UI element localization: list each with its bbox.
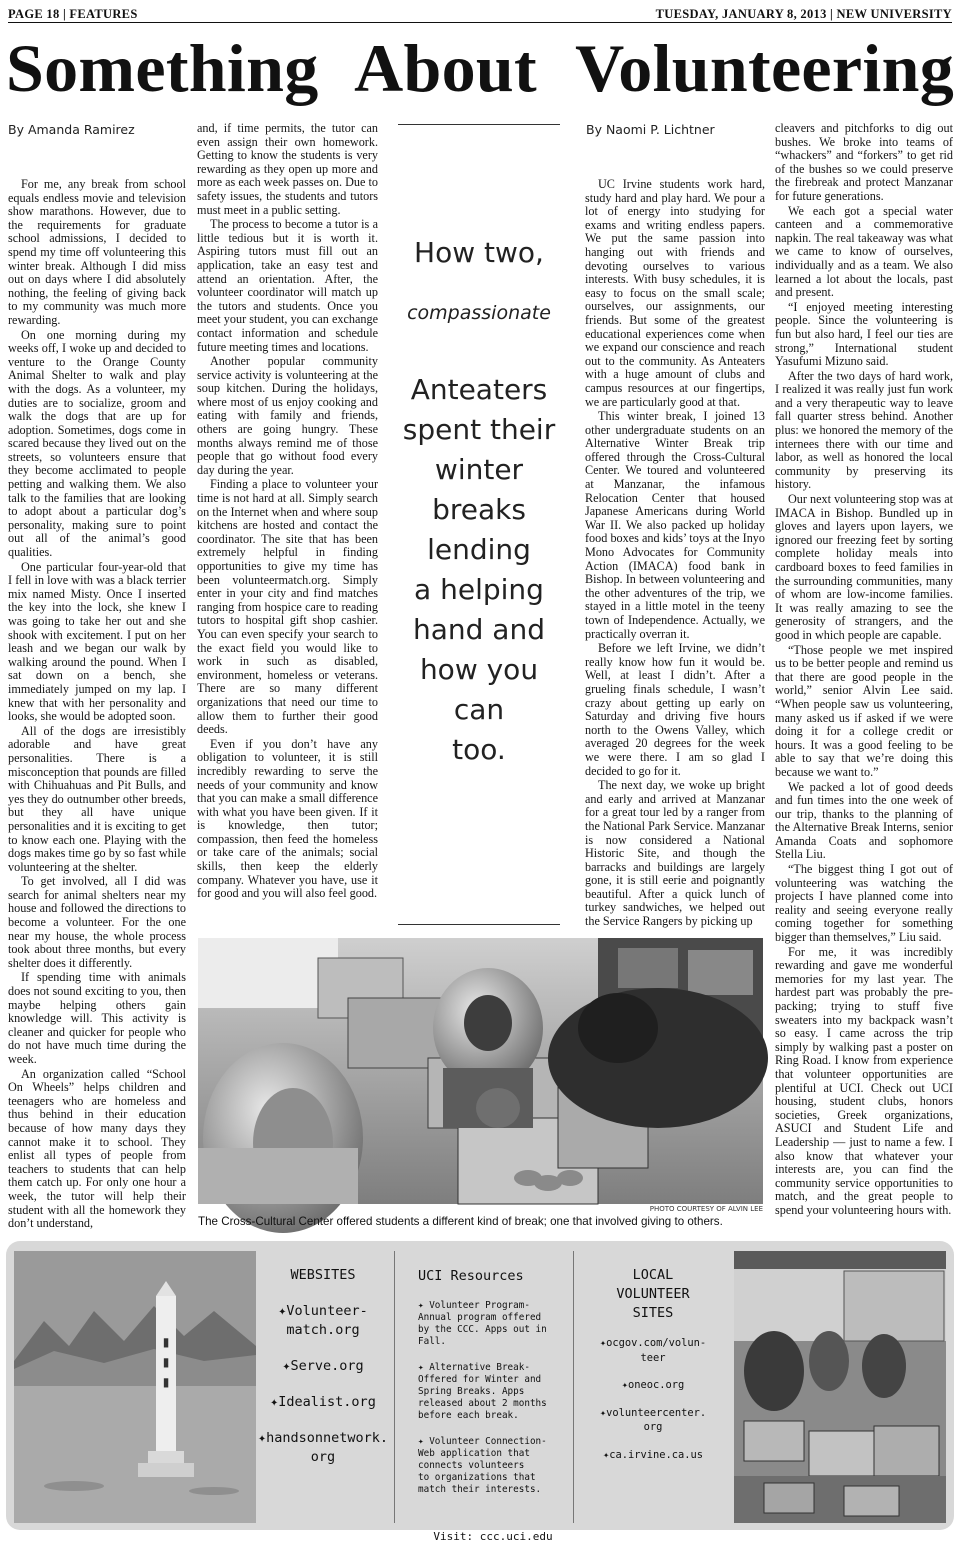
- local-sites-section: [578, 1266, 728, 1462]
- article-paragraph: An organization called “School On Wheels” helps children and teenagers who are homeless and thus behind in their education because of how many days they cannot make it to school. They enlist all types of people from teachers to students that can help them catch up. For only one hour a week, the tutor will help their student with all the homework they don’t understand,: [8, 1066, 186, 1231]
- pull-quote-line: too.: [452, 733, 506, 766]
- pull-quote-line: how you: [419, 653, 539, 686]
- pull-quote-line: lending: [427, 533, 531, 566]
- article-paragraph: Before we left Irvine, we didn’t really know how fun it would be. Well, at least I didn’t. After a grueling finals schedule, I wasn’t crazy about getting up early on Saturday and driving five hours north to the Owens Valley, which averaged 20 degrees for the week we were there. I am so glad I decided to go for it.: [585, 641, 765, 778]
- article-paragraph: After the two days of hard work, I realized it was really just fun work and a very therapeutic way to leave fall quarter stress behind. Another plus: we honored the memory of the internees there with our time and labor, as well as honored the local community by preserving its history.: [775, 368, 953, 492]
- pull-quote-line: winter: [434, 453, 524, 486]
- article-paragraph: “The biggest thing I got out of volunteering was watching the projects I have planned come into reality and seeing everyone really coming together for something bigger than themselves,” Liu said.: [775, 862, 953, 945]
- article1-column2: [197, 122, 378, 934]
- pull-quote-line: breaks: [432, 493, 526, 526]
- article-paragraph: Another popular community service activity is volunteering at the soup kitchen. During the holidays, where most of us enjoy cooking and eating with family and friends, others are going hungry. These months always remind me of those people that go without food every day during the year.: [197, 354, 378, 477]
- page-folio: [8, 6, 952, 22]
- folio-section: PAGE 18 | FEATURES: [8, 7, 138, 21]
- pull-quote-line: How two,: [414, 236, 544, 269]
- pull-quote: [398, 120, 560, 932]
- article-paragraph: To get involved, all I did was search for animal shelters near my house and followed the directions to become a volunteer. For the one near my house, the whole process took about three months, but every shelter does it differently.: [8, 874, 186, 970]
- website-link-idealist[interactable]: ✦Idealist.org: [270, 1394, 376, 1410]
- article-paragraph: One particular four-year-old that I fell in love with was a black terrier mix named Misty. Once I inserted the key into the lock, she knew I was going to take her out and she shook with excitement. I put on her leash and we began our walk by walking around the pound. When I sat down on a bench, she immediately jumped on my lap. I knew that with her personality and looks, she would be adopted soon.: [8, 559, 186, 724]
- local-link-ocgov[interactable]: ✦ocgov.com/volun- teer: [599, 1337, 707, 1364]
- folio-date: TUESDAY, JANUARY 8, 2013 | NEW UNIVERSITY: [655, 7, 952, 21]
- pull-quote-line: spent their: [402, 413, 556, 446]
- photo-caption: The Cross-Cultural Center offered students a different kind of break; one that involved giving to others.: [198, 1215, 723, 1228]
- headline: Something About Volunteering: [6, 30, 954, 106]
- article-paragraph: We packed a lot of good deeds and fun times into the one week of our trip, thanks to the planning of the Alternative Break Interns, senior Amanda Coats and sophomore Stella Liu.: [775, 779, 953, 862]
- volunteers-photo-illustration: [198, 938, 763, 1204]
- manzanar-monument-photo: [14, 1251, 256, 1523]
- websites-section: [252, 1266, 394, 1467]
- manzanar-monument-illustration: [14, 1251, 256, 1523]
- pull-quote-rule-bottom: [398, 924, 560, 925]
- website-link-volunteermatch[interactable]: ✦Volunteer- match.org: [278, 1303, 368, 1338]
- article-paragraph: All of the dogs are irresistibly adorable and have great personalities. There is a misconception that pounds are filled with Chihuahuas and Pit Bulls, and yes they do outnumber other breeds, but they all have unique personalities and it is exciting to get to know each one. Playing with the dogs makes time go by so fast while volunteering at the shelter.: [8, 723, 186, 874]
- article-paragraph: Finding a place to volunteer your time is not hard at all. Simply search on the Internet when and where soup kitchens are hosted and contact the coordinator. The site that has been extremely helpful in finding opportunities to give my time has been volunteermatch.org. Simply enter in your city and find matches ranging from hospice care to reading tutors to hospital gift shop cashier. You can even specify your search to the exact field you would like to work in such as disabled, environment, homeless or veterans. There are so many different organizations that need our time to allow them to further their good deeds.: [197, 477, 378, 737]
- food-bank-photo: [734, 1251, 946, 1523]
- local-link-irvine[interactable]: ✦ca.irvine.ca.us: [602, 1448, 704, 1461]
- article-paragraph: UC Irvine students work hard, study hard and play hard. We pour a lot of energy into studying for exams and writing endless papers. We put the same passion into hanging out with friends and devoting ourselves to various interests. With busy schedules, it is easy to focus on the small scale; ourselves, our assignments, our friends. But some of the greatest educational experiences come when we expand our conscience and reach out to the community. As Anteaters with a huge amount of clubs and campus resources at our fingertips, we are particularly good at that.: [585, 177, 765, 409]
- article-paragraph: “Those people we met inspired us to be better people and remind us that there are good people in the world,” senior Alvin Lee said. “When people saw us volunteering, many asked us if asked if we were doing it for a college credit or hours. It was a good feeling to be able to say that we’re doing this because we want to.”: [775, 642, 953, 779]
- article-paragraph: and, if time permits, the tutor can even assign their own homework. Getting to know the students is very rewarding as they open up more and more as each week passes on. Due to safety issues, the students and tutors must meet in a public setting.: [197, 121, 378, 217]
- pull-quote-line: hand and: [412, 613, 545, 646]
- food-bank-illustration: [734, 1251, 946, 1523]
- pull-quote-line: Anteaters: [410, 373, 548, 406]
- article-paragraph: For me, it was incredibly rewarding and gave me wonderful memories for my last year. The hardest part was probably the pre-packing; trying to stuff five sweaters into my backpack wasn’t so easy. I came across the trip simply by walking past a poster on Ring Road. I know from experience that volunteer opportunities are plentiful at UCI. Check out UCI housing, student clubs, honors societies, Greek organizations, ASUCI and Student Life and Leadership — just to name a few. I also know that whatever your interests are, you can find the community service opportunities to match, and the great people to spend your volunteering hours with.: [775, 944, 953, 1217]
- uci-visit-link[interactable]: Visit: ccc.uci.edu: [433, 1530, 553, 1543]
- article-paragraph: If spending time with animals does not sound exciting to you, then maybe helping others gain knowledge will. This activity is cleaner and quicker for people who do not have much time during the week.: [8, 970, 186, 1066]
- uci-resources-title: UCI Resources: [418, 1268, 524, 1284]
- article2-column2: [775, 122, 953, 1234]
- article1-column1: [8, 178, 186, 1238]
- article-paragraph: We each got a special water canteen and a commemorative napkin. The real takeaway was what we came to know of ourselves, individually and as a team. We also learned a lot about the locals, past and present.: [775, 203, 953, 300]
- website-link-serve[interactable]: ✦Serve.org: [282, 1358, 364, 1374]
- local-link-volunteercenter[interactable]: ✦volunteercenter. org: [599, 1406, 707, 1433]
- website-link-handsonnetwork[interactable]: ✦handsonnetwork. org: [257, 1430, 389, 1465]
- article-paragraph: cleavers and pitchforks to dig out bushes. We broke into teams of “whackers” and “forkers” to get rid of the bushes so we could preserve the firebreak and protect Manzanar for future generations.: [775, 121, 953, 203]
- article-paragraph: Our next volunteering stop was at IMACA in Bishop. Bundled up in gloves and layers upon layers, we ignored our freezing feet by sorting complete holiday meals into cardboard boxes to feed families in the surrounding communities, many of whom are low-income families. It was really amazing to see the generosity of strangers, and the good in which people are capable.: [775, 492, 953, 642]
- top-rule: [8, 22, 952, 23]
- byline-naomi: By Naomi P. Lichtner: [586, 122, 715, 137]
- pull-quote-line: compassionate: [407, 302, 551, 324]
- local-sites-title: LOCAL VOLUNTEER SITES: [616, 1267, 690, 1321]
- uci-resources-section: [418, 1267, 568, 1543]
- article-paragraph: The process to become a tutor is a little tedious but it is worth it. Aspiring tutors must fill out an application, take an easy test and attend an orientation. After, the volunteer coordinator will match up the tutors and students. Once you meet your student, you can exchange contact information and schedule future meeting times and locations.: [197, 217, 378, 354]
- article-paragraph: For me, any break from school equals endless movie and television show marathons. However, due to the requirements for graduate school admissions, I decided to spend my time off volunteering this winter break. Although I did miss out on days where I did absolutely nothing, the feeling of giving back to my community was much more rewarding.: [8, 177, 186, 327]
- uci-resource-item: ✦ Volunteer Program- Annual program offered by the CCC. Apps out in Fall.: [418, 1300, 547, 1347]
- local-link-oneoc[interactable]: ✦oneoc.org: [621, 1379, 685, 1391]
- byline-amanda: By Amanda Ramirez: [8, 122, 135, 137]
- volunteers-photo: [198, 938, 763, 1204]
- article-paragraph: On one morning during my weeks off, I woke up and decided to venture to the Orange County Animal Shelter to walk and play with the dogs. As a volunteer, my duties are to socialize, groom and walk the dogs that are up for adoption. Sometimes, dogs come in scared because they lived out on the streets, so volunteers ensure that they become acclimated to people petting and walking them. We also talk to the families that are looking to adopt about a particular dog’s personality, making sure to point out all of the animal’s good qualities.: [8, 327, 186, 560]
- pull-quote-rule-top: [398, 124, 560, 125]
- svg-text:▮: ▮: [162, 1335, 170, 1349]
- websites-title: WEBSITES: [290, 1267, 356, 1283]
- article2-column1: [585, 178, 765, 936]
- article-paragraph: Even if you don’t have any obligation to volunteer, it is still incredibly rewarding to serve the needs of your community and know that you can make a small difference with what you have been given. If it is knowledge, then tutor; compassion, then feed the homeless or take care of the animals; social skills, then keep the elderly company. Whatever you have, use it for good and you will also feel good.: [197, 736, 378, 901]
- pull-quote-line: a helping: [414, 573, 544, 606]
- pull-quote-line: can: [453, 693, 505, 726]
- sidebar-divider: [573, 1251, 574, 1523]
- svg-text:▮: ▮: [162, 1355, 170, 1369]
- article-paragraph: “I enjoyed meeting interesting people. Since the volunteering is fun but also hard, I feel our ties are strong,” International student Yasufumi Mizuno said.: [775, 299, 953, 369]
- sidebar-divider: [394, 1251, 395, 1523]
- photo-credit: PHOTO COURTESY OF ALVIN LEE: [649, 1205, 763, 1213]
- uci-resource-item: ✦ Alternative Break- Offered for Winter and Spring Breaks. Apps released about 2 months before each break.: [418, 1362, 547, 1421]
- svg-text:▮: ▮: [162, 1375, 170, 1389]
- uci-resource-item: ✦ Volunteer Connection- Web application that connects volunteers to organizations that match their interests.: [418, 1436, 547, 1495]
- article-paragraph: This winter break, I joined 13 other undergraduate students on an Alternative Winter Break trip offered through the Cross-Cultural Center. We toured and volunteered at Manzanar, the infamous Relocation Center that housed Japanese Americans during World War II. We also packed up holiday food boxes and kids’ toys at the Inyo Mono Advocates for Community Action (IMACA) food bank in Bishop. In between volunteering and the other adventures of the trip, we stayed in a little motel in the teeny town of Independence. Actually, we practically overran it.: [585, 409, 765, 641]
- article-paragraph: The next day, we woke up bright and early and arrived at Manzanar for a great tour led by a ranger from the National Park Service. Manzanar is now considered a National Historic Site, and though the barracks and buildings are largely gone, it is still eerie and poignantly beautiful. After a quick lunch of turkey sandwiches, we helped out the Service Rangers by picking up: [585, 778, 765, 929]
